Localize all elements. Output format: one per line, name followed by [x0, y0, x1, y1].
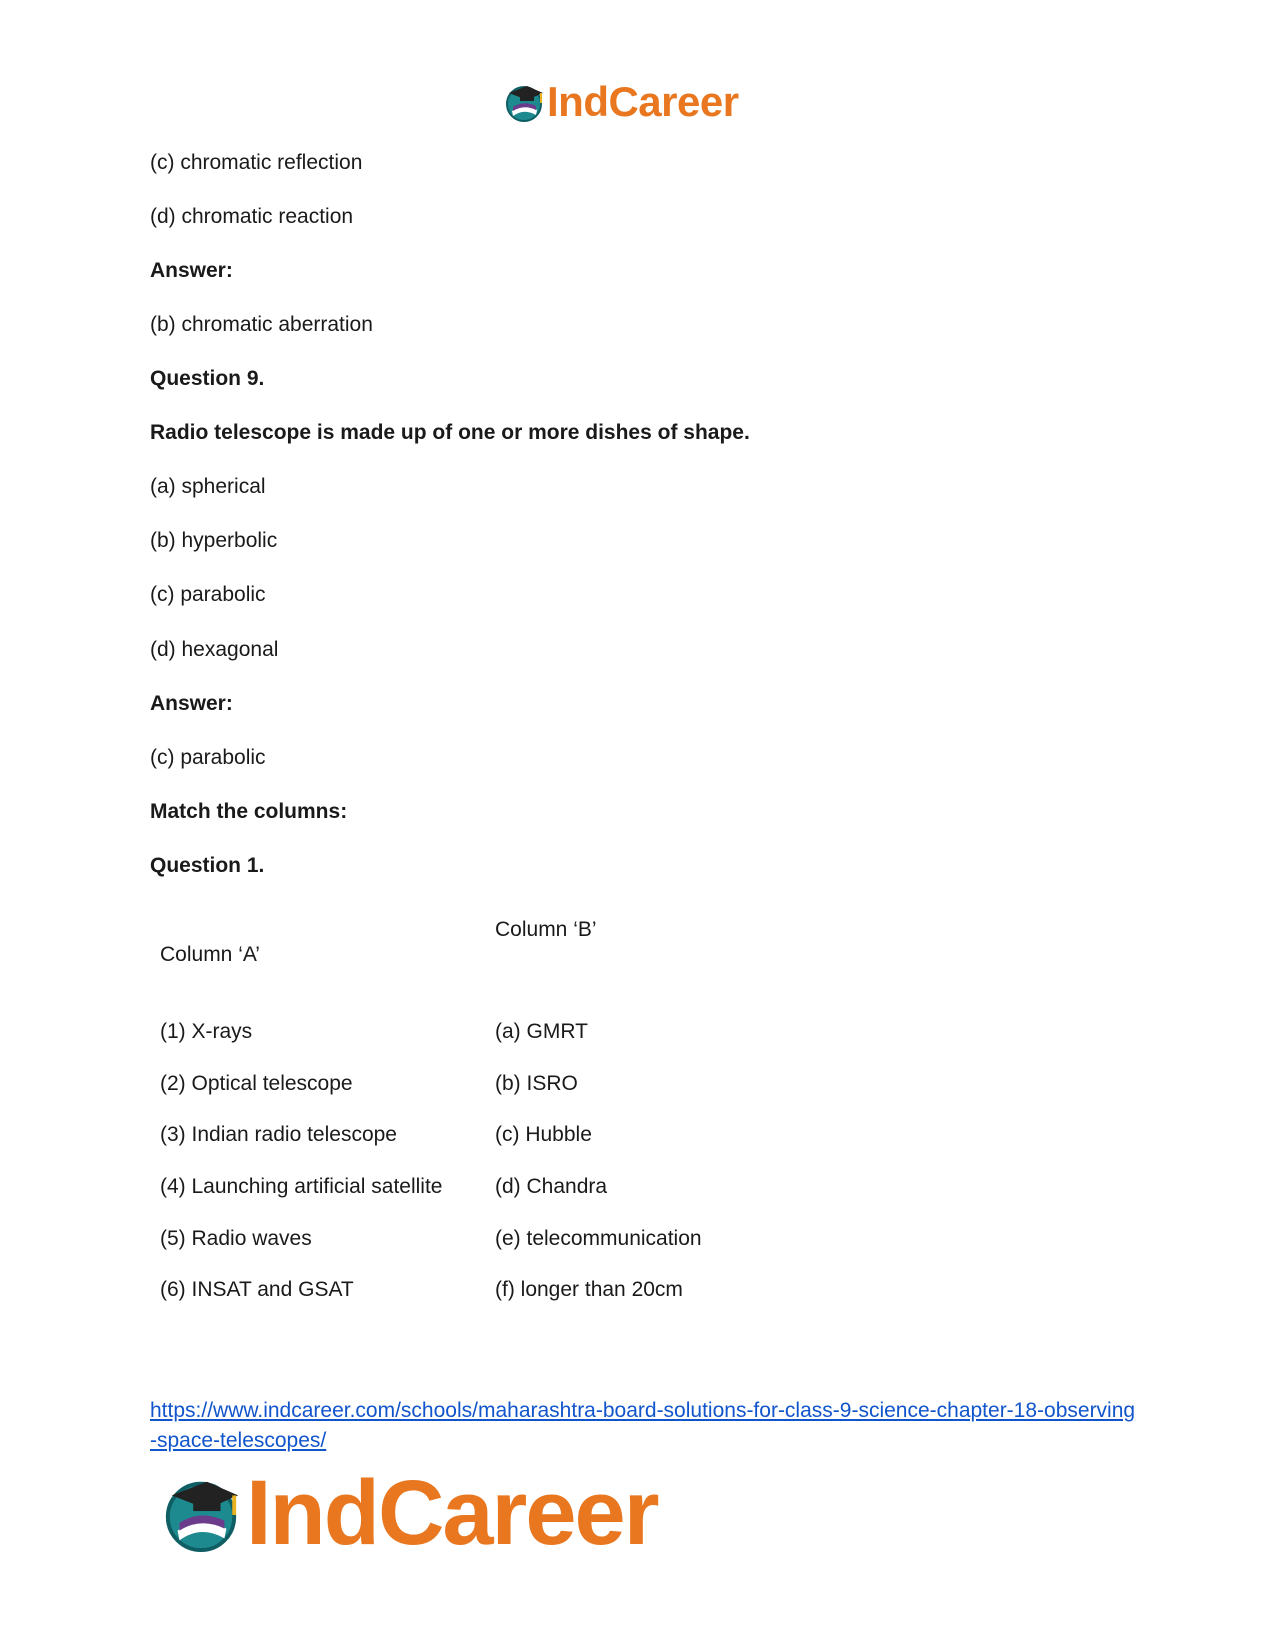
match-columns-heading: Match the columns: [150, 800, 348, 823]
q9-option-a: (a) spherical [150, 475, 266, 498]
table-cell-b: (d) Chandra [495, 1175, 608, 1198]
table-cell-a: (1) X-rays [160, 1020, 253, 1043]
question-1-heading: Question 1. [150, 854, 265, 877]
column-b-header: Column ‘B’ [495, 918, 597, 941]
table-cell-a: (6) INSAT and GSAT [160, 1278, 354, 1301]
option-d-previous: (d) chromatic reaction [150, 205, 354, 228]
header-logo [503, 80, 739, 124]
table-cell-b: (b) ISRO [495, 1072, 578, 1095]
option-c-previous: (c) chromatic reflection [150, 151, 363, 174]
answer-text: (c) parabolic [150, 746, 266, 769]
q9-option-b: (b) hyperbolic [150, 529, 278, 552]
answer-label: Answer: [150, 259, 233, 282]
table-cell-a: (5) Radio waves [160, 1227, 312, 1250]
table-cell-a: (3) Indian radio telescope [160, 1123, 397, 1146]
table-cell-b: (a) GMRT [495, 1020, 588, 1043]
q9-option-d: (d) hexagonal [150, 638, 279, 661]
q9-option-c: (c) parabolic [150, 583, 266, 606]
source-link[interactable]: https://www.indcareer.com/schools/maharashtra-board-solutions-for-class-9-science-chapter-18-observing-space-telescopes/ [150, 1399, 1136, 1452]
answer-text: (b) chromatic aberration [150, 313, 373, 336]
table-cell-a: (4) Launching artificial satellite [160, 1175, 443, 1198]
logo-text: IndCareer [246, 1462, 658, 1564]
graduation-globe-icon [160, 1472, 242, 1554]
table-cell-b: (f) longer than 20cm [495, 1278, 683, 1301]
table-cell-b: (e) telecommunication [495, 1227, 702, 1250]
table-cell-b: (c) Hubble [495, 1123, 592, 1146]
question-9-text: Radio telescope is made up of one or more dishes of shape. [150, 421, 750, 444]
logo-text: IndCareer [547, 78, 739, 125]
answer-label: Answer: [150, 692, 233, 715]
table-cell-a: (2) Optical telescope [160, 1072, 353, 1095]
graduation-globe-icon [503, 81, 545, 123]
question-9-heading: Question 9. [150, 367, 265, 390]
footer-logo [160, 1462, 658, 1564]
column-a-header: Column ‘A’ [160, 943, 260, 966]
